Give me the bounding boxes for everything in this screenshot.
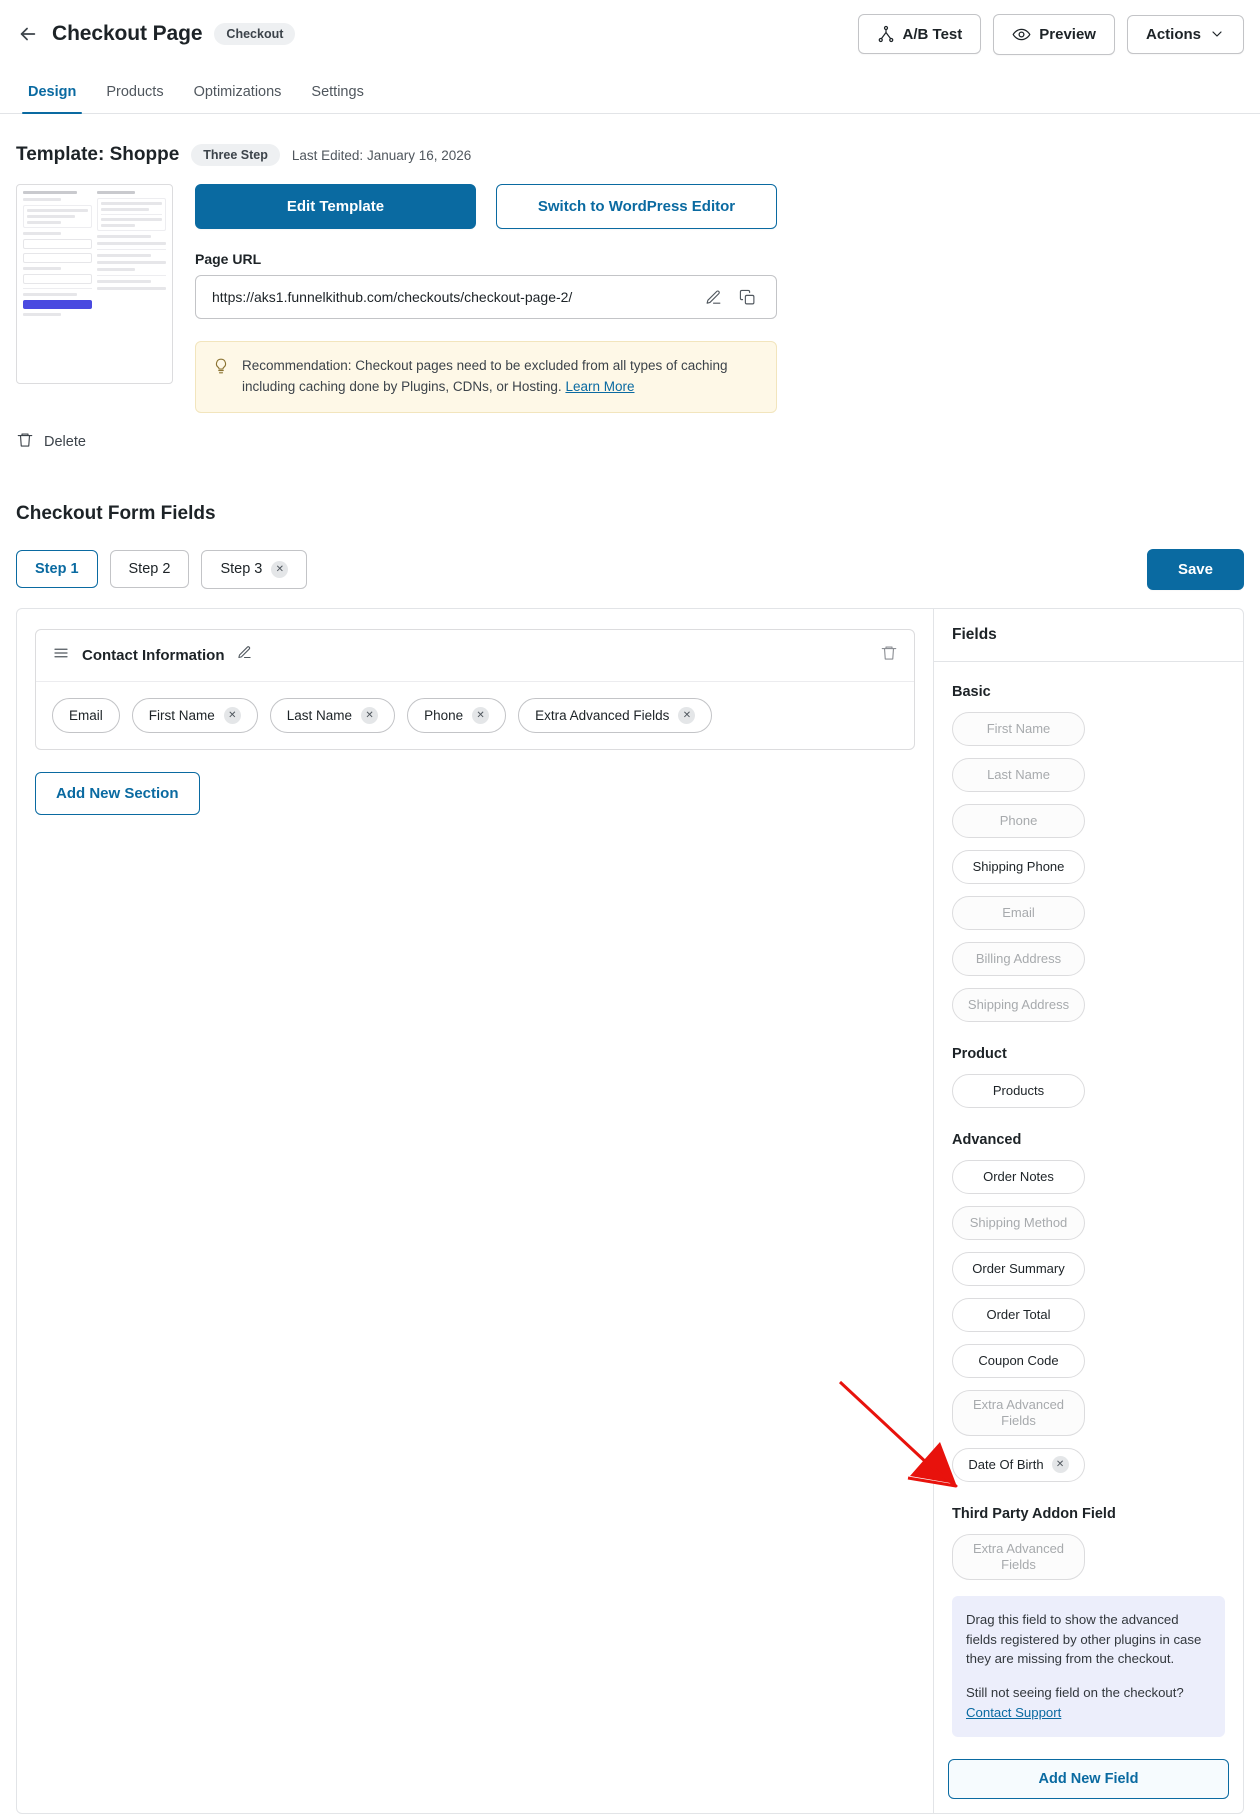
delete-template-button[interactable] bbox=[16, 431, 146, 453]
page-title: Checkout Page bbox=[52, 22, 203, 45]
template-last-edited: Last Edited: January 16, 2026 bbox=[291, 147, 472, 163]
field-group-third-party bbox=[952, 1534, 1225, 1580]
template-controls bbox=[195, 184, 961, 413]
main-tabs bbox=[0, 68, 1260, 114]
page-url-value: https://aks1.funnelkithub.com/checkouts/checkout-page-2/ bbox=[212, 289, 573, 305]
field-order-total[interactable]: Order Total bbox=[952, 1298, 1085, 1332]
copy-icon[interactable] bbox=[730, 280, 764, 314]
field-chip-email[interactable] bbox=[52, 698, 120, 733]
fields-panel-body bbox=[934, 662, 1243, 1747]
field-chip-phone[interactable] bbox=[407, 698, 506, 733]
section-header bbox=[36, 630, 914, 682]
group-title-advanced: Advanced bbox=[952, 1131, 1022, 1148]
switch-wordpress-editor-button[interactable]: Switch to WordPress Editor bbox=[496, 184, 777, 229]
step-tab-1-label: Step 1 bbox=[35, 561, 79, 578]
preview-button[interactable] bbox=[993, 14, 1115, 55]
field-chip-extra-advanced-fields-label: Extra Advanced Fields bbox=[535, 707, 670, 723]
trash-icon bbox=[16, 431, 34, 453]
field-extra-advanced-fields-third-party[interactable]: Extra Advanced Fields bbox=[952, 1534, 1085, 1580]
section-name: Contact Information bbox=[82, 646, 225, 664]
field-shipping-method[interactable]: Shipping Method bbox=[952, 1206, 1085, 1240]
field-chip-extra-advanced-fields-remove-icon[interactable]: ✕ bbox=[678, 707, 695, 724]
hint-line-1: Drag this field to show the advanced fields registered by other plugins in case they are missing from the checkout. bbox=[966, 1611, 1202, 1667]
template-header bbox=[16, 144, 1244, 166]
field-chip-last-name-remove-icon[interactable]: ✕ bbox=[361, 707, 378, 724]
field-chip-email-label: Email bbox=[69, 707, 103, 723]
tab-settings[interactable]: Settings bbox=[311, 84, 364, 100]
hint-question: Still not seeing field on the checkout? bbox=[966, 1685, 1184, 1701]
field-chip-phone-label: Phone bbox=[424, 707, 464, 723]
section-field-chips bbox=[36, 682, 914, 749]
field-order-summary[interactable]: Order Summary bbox=[952, 1252, 1085, 1286]
hint-line-2 bbox=[966, 1683, 1211, 1723]
field-date-of-birth[interactable] bbox=[952, 1448, 1085, 1482]
field-group-product bbox=[952, 1074, 1225, 1108]
actions-label: Actions bbox=[1145, 25, 1201, 43]
template-steps-badge: Three Step bbox=[191, 144, 280, 166]
third-party-hint bbox=[952, 1596, 1225, 1737]
field-coupon-code[interactable]: Coupon Code bbox=[952, 1344, 1085, 1378]
field-products[interactable]: Products bbox=[952, 1074, 1085, 1108]
actions-button[interactable] bbox=[1127, 15, 1244, 54]
field-extra-advanced-fields-advanced[interactable]: Extra Advanced Fields bbox=[952, 1390, 1085, 1436]
steps-row bbox=[16, 549, 1244, 590]
step-tab-2[interactable] bbox=[110, 550, 190, 588]
fields-panel-title: Fields bbox=[934, 609, 1243, 662]
checkout-form-fields-title: Checkout Form Fields bbox=[16, 502, 216, 524]
field-group-advanced bbox=[952, 1160, 1225, 1482]
field-email[interactable]: Email bbox=[952, 896, 1085, 930]
tab-products[interactable]: Products bbox=[106, 84, 164, 100]
add-new-section-button[interactable]: Add New Section bbox=[35, 772, 200, 815]
field-shipping-address[interactable]: Shipping Address bbox=[952, 988, 1085, 1022]
fields-panel-footer bbox=[934, 1747, 1243, 1813]
drag-handle-icon[interactable] bbox=[52, 644, 70, 667]
step-tab-3-remove-icon[interactable]: ✕ bbox=[271, 561, 288, 578]
group-title-third-party-addon-field: Third Party Addon Field bbox=[952, 1505, 1116, 1522]
chevron-down-icon bbox=[1209, 26, 1225, 42]
page-type-badge: Checkout bbox=[214, 23, 295, 45]
template-body bbox=[16, 184, 1244, 413]
learn-more-link[interactable]: Learn More bbox=[565, 378, 635, 394]
tab-optimizations[interactable]: Optimizations bbox=[193, 84, 282, 100]
delete-label: Delete bbox=[44, 433, 86, 450]
form-builder bbox=[16, 608, 1244, 1814]
field-order-notes[interactable]: Order Notes bbox=[952, 1160, 1085, 1194]
field-date-of-birth-label: Date Of Birth bbox=[968, 1456, 1044, 1472]
field-phone[interactable]: Phone bbox=[952, 804, 1085, 838]
group-title-product: Product bbox=[952, 1045, 1007, 1062]
notice-text bbox=[242, 356, 760, 398]
notice-message: Recommendation: Checkout pages need to be excluded from all types of caching including caching done by Plugins, CDNs, or Hosting. bbox=[242, 358, 728, 394]
step-tab-2-label: Step 2 bbox=[128, 561, 171, 578]
section-card-contact-information bbox=[35, 629, 915, 750]
eye-icon bbox=[1012, 25, 1031, 44]
tab-design[interactable]: Design bbox=[16, 84, 88, 113]
field-chip-last-name[interactable] bbox=[270, 698, 395, 733]
field-chip-phone-remove-icon[interactable]: ✕ bbox=[472, 707, 489, 724]
step-tab-3-label: Step 3 bbox=[220, 561, 263, 578]
add-new-field-button[interactable]: Add New Field bbox=[948, 1759, 1229, 1799]
field-date-of-birth-remove-icon[interactable]: ✕ bbox=[1052, 1456, 1069, 1473]
template-title: Template: Shoppe bbox=[16, 144, 180, 165]
field-shipping-phone[interactable]: Shipping Phone bbox=[952, 850, 1085, 884]
caching-recommendation-notice bbox=[195, 341, 777, 413]
preview-label: Preview bbox=[1039, 25, 1096, 43]
pencil-icon[interactable] bbox=[696, 280, 730, 314]
fields-panel bbox=[933, 609, 1243, 1813]
page-url-field[interactable] bbox=[195, 275, 777, 319]
step-tab-1[interactable] bbox=[16, 550, 98, 588]
top-bar bbox=[0, 0, 1260, 68]
lightbulb-icon bbox=[212, 357, 230, 398]
template-buttons bbox=[195, 184, 961, 229]
field-chip-first-name-remove-icon[interactable]: ✕ bbox=[224, 707, 241, 724]
field-chip-first-name[interactable] bbox=[132, 698, 258, 733]
field-group-basic bbox=[952, 712, 1225, 1022]
save-button[interactable]: Save bbox=[1147, 549, 1244, 590]
step-tab-3[interactable] bbox=[201, 550, 307, 589]
field-first-name[interactable]: First Name bbox=[952, 712, 1085, 746]
section-edit-icon[interactable] bbox=[237, 645, 252, 665]
template-thumbnail[interactable] bbox=[16, 184, 173, 384]
field-chip-first-name-label: First Name bbox=[148, 707, 215, 723]
field-chip-last-name-label: Last Name bbox=[286, 707, 353, 723]
back-arrow-icon[interactable] bbox=[14, 20, 42, 48]
field-last-name[interactable]: Last Name bbox=[952, 758, 1085, 792]
ab-test-icon bbox=[877, 25, 895, 43]
section-delete-icon[interactable] bbox=[880, 644, 898, 667]
top-bar-actions bbox=[858, 14, 1244, 55]
edit-template-button[interactable]: Edit Template bbox=[195, 184, 476, 229]
page-url-label: Page URL bbox=[195, 251, 262, 267]
field-chip-extra-advanced-fields[interactable] bbox=[518, 698, 712, 733]
group-title-basic: Basic bbox=[952, 683, 991, 700]
ab-test-label: A/B Test bbox=[902, 25, 963, 43]
builder-canvas bbox=[17, 609, 933, 1813]
template-section bbox=[0, 144, 1260, 1814]
field-billing-address[interactable]: Billing Address bbox=[952, 942, 1085, 976]
contact-support-link[interactable]: Contact Support bbox=[966, 1705, 1062, 1721]
ab-test-button[interactable] bbox=[858, 14, 982, 54]
